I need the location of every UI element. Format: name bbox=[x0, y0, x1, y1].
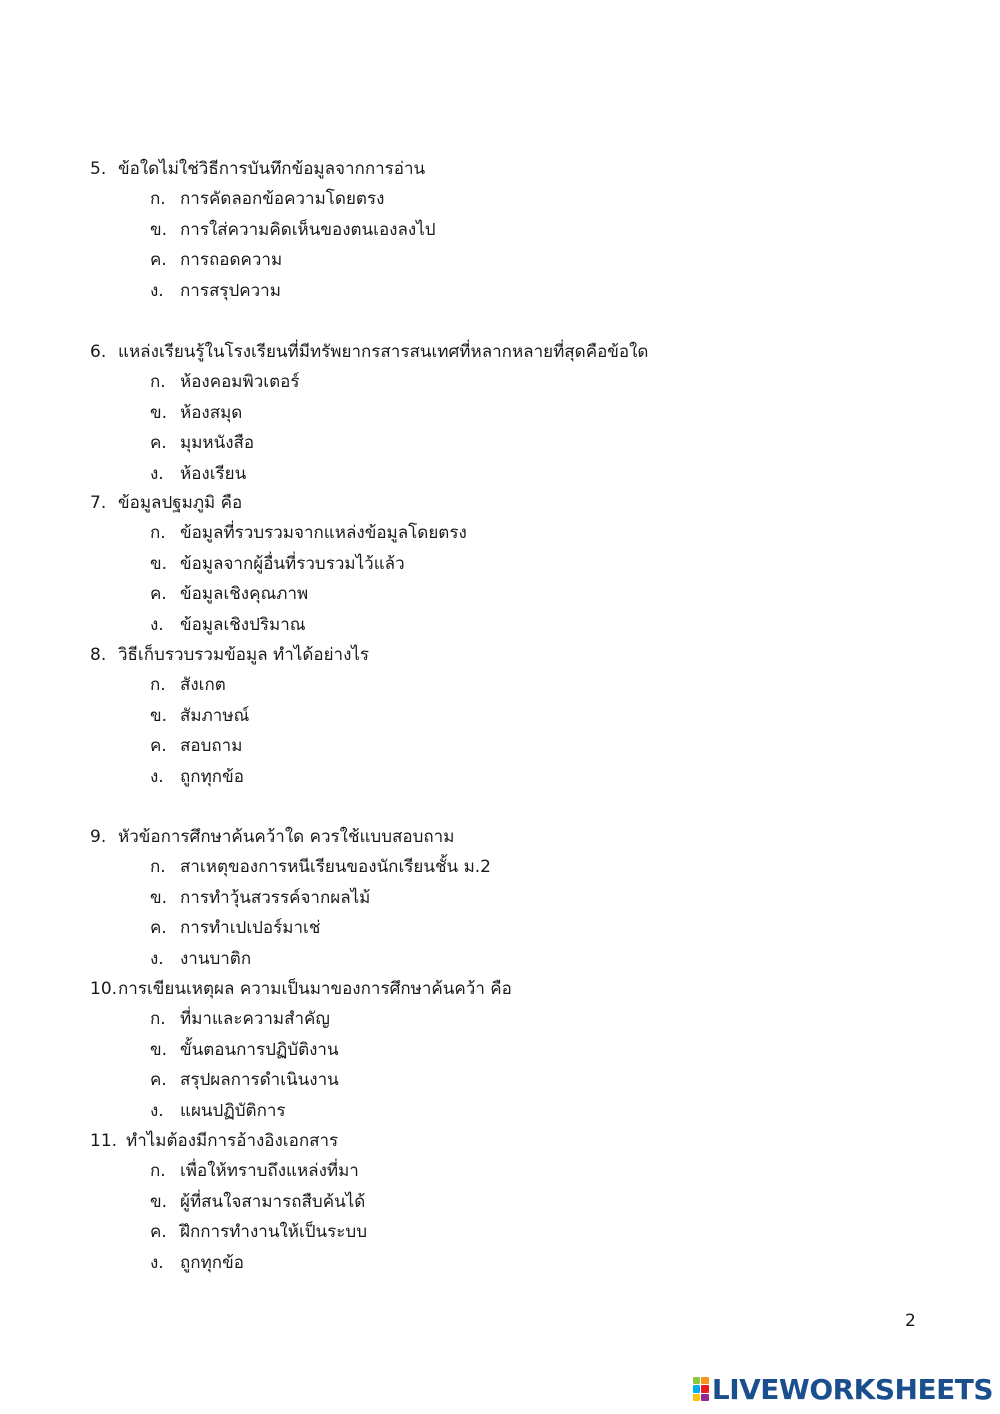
option-text: งานบาติก bbox=[180, 948, 252, 969]
liveworksheets-logo-icon bbox=[693, 1377, 709, 1401]
option-text: สรุปผลการดำเนินงาน bbox=[180, 1070, 339, 1091]
option-letter: ก. bbox=[150, 523, 166, 544]
option-letter: ง. bbox=[150, 463, 164, 484]
option-text: ถูกทุกข้อ bbox=[180, 1252, 244, 1273]
option-text: การคัดลอกข้อความโดยตรง bbox=[180, 189, 385, 210]
option-letter: ง. bbox=[150, 766, 164, 787]
option-letter: ค. bbox=[150, 1070, 167, 1091]
option-text: การถอดความ bbox=[180, 250, 283, 271]
option-text: การใส่ความคิดเห็นของตนเองลงไป bbox=[180, 219, 436, 240]
option-text: ข้อมูลที่รวบรวมจากแหล่งข้อมูลโดยตรง bbox=[180, 523, 467, 544]
liveworksheets-brand bbox=[693, 1372, 993, 1406]
question-text: ทำไมต้องมีการอ้างอิงเอกสาร bbox=[126, 1131, 339, 1151]
question-number: 5. bbox=[90, 159, 107, 179]
logo-block bbox=[693, 1377, 700, 1384]
option-text: ข้อมูลเชิงคุณภาพ bbox=[180, 584, 309, 605]
option-letter: ก. bbox=[150, 372, 166, 393]
option-letter: ข. bbox=[150, 705, 168, 726]
logo-block bbox=[693, 1385, 700, 1392]
question-text: ข้อมูลปฐมภูมิ คือ bbox=[118, 493, 243, 513]
option-text: ห้องคอมพิวเตอร์ bbox=[180, 372, 300, 393]
option-letter: ค. bbox=[150, 433, 167, 454]
option-letter: ก. bbox=[150, 189, 166, 210]
option-text: แผนปฏิบัติการ bbox=[180, 1100, 286, 1121]
question-number: 9. bbox=[90, 827, 107, 847]
option-text: ถูกทุกข้อ bbox=[180, 766, 244, 787]
question-text: วิธีเก็บรวบรวมข้อมูล ทำได้อย่างไร bbox=[118, 645, 370, 665]
question-number: 8. bbox=[90, 645, 107, 665]
option-letter: ง. bbox=[150, 1252, 164, 1273]
question-text: การเขียนเหตุผล ความเป็นมาของการศึกษาค้นคว้า คือ bbox=[118, 979, 512, 999]
option-letter: ข. bbox=[150, 402, 168, 423]
question-number: 10. bbox=[90, 979, 118, 999]
option-text: การสรุปความ bbox=[180, 280, 281, 301]
option-letter: ง. bbox=[150, 1100, 164, 1121]
option-letter: ง. bbox=[150, 614, 164, 635]
option-text: ผู้ที่สนใจสามารถสืบค้นได้ bbox=[180, 1191, 366, 1212]
logo-block bbox=[701, 1377, 708, 1384]
option-letter: ข. bbox=[150, 553, 168, 574]
option-letter: ข. bbox=[150, 1191, 168, 1212]
option-letter: ค. bbox=[150, 250, 167, 271]
option-letter: ก. bbox=[150, 1161, 166, 1182]
option-letter: ก. bbox=[150, 675, 166, 696]
logo-block bbox=[701, 1394, 708, 1401]
question-number: 7. bbox=[90, 493, 107, 513]
option-text: ฝึกการทำงานให้เป็นระบบ bbox=[180, 1222, 368, 1243]
option-letter: ง. bbox=[150, 280, 164, 301]
logo-block bbox=[693, 1394, 700, 1401]
option-letter: ค. bbox=[150, 736, 167, 757]
option-letter: ค. bbox=[150, 584, 167, 605]
option-text: การทำเปเปอร์มาเช่ bbox=[180, 918, 321, 939]
page-number: 2 bbox=[905, 1311, 916, 1331]
option-letter: ข. bbox=[150, 887, 168, 908]
question-number: 6. bbox=[90, 342, 107, 362]
option-text: สอบถาม bbox=[180, 736, 243, 757]
option-text: ห้องสมุด bbox=[180, 402, 243, 423]
option-letter: ค. bbox=[150, 918, 167, 939]
question-text: หัวข้อการศึกษาค้นคว้าใด ควรใช้แบบสอบถาม bbox=[118, 827, 455, 847]
option-text: ขั้นตอนการปฏิบัติงาน bbox=[180, 1039, 339, 1060]
option-text: ข้อมูลเชิงปริมาณ bbox=[180, 614, 306, 635]
option-letter: ข. bbox=[150, 1039, 168, 1060]
option-text: สังเกต bbox=[180, 675, 226, 696]
option-text: มุมหนังสือ bbox=[180, 433, 255, 454]
option-text: การทำวุ้นสวรรค์จากผลไม้ bbox=[180, 887, 371, 908]
question-text: ข้อใดไม่ใช่วิธีการบันทึกข้อมูลจากการอ่าน bbox=[118, 159, 426, 179]
option-text: ที่มาและความสำคัญ bbox=[180, 1009, 330, 1030]
option-text: ข้อมูลจากผู้อื่นที่รวบรวมไว้แล้ว bbox=[180, 553, 405, 574]
logo-block bbox=[701, 1385, 708, 1392]
option-letter: ง. bbox=[150, 948, 164, 969]
question-number: 11. bbox=[90, 1131, 118, 1151]
option-letter: ก. bbox=[150, 857, 166, 878]
option-text: สัมภาษณ์ bbox=[180, 705, 250, 726]
option-text: ห้องเรียน bbox=[180, 463, 247, 484]
option-text: เพื่อให้ทราบถึงแหล่งที่มา bbox=[180, 1161, 359, 1182]
option-letter: ค. bbox=[150, 1222, 167, 1243]
option-letter: ก. bbox=[150, 1009, 166, 1030]
option-text: สาเหตุของการหนีเรียนของนักเรียนชั้น ม.2 bbox=[180, 857, 491, 878]
question-text: แหล่งเรียนรู้ในโรงเรียนที่มีทรัพยากรสารสนเทศที่หลากหลายที่สุดคือข้อใด bbox=[118, 342, 649, 362]
option-letter: ข. bbox=[150, 219, 168, 240]
brand-text: LIVEWORKSHEETS bbox=[711, 1372, 993, 1406]
